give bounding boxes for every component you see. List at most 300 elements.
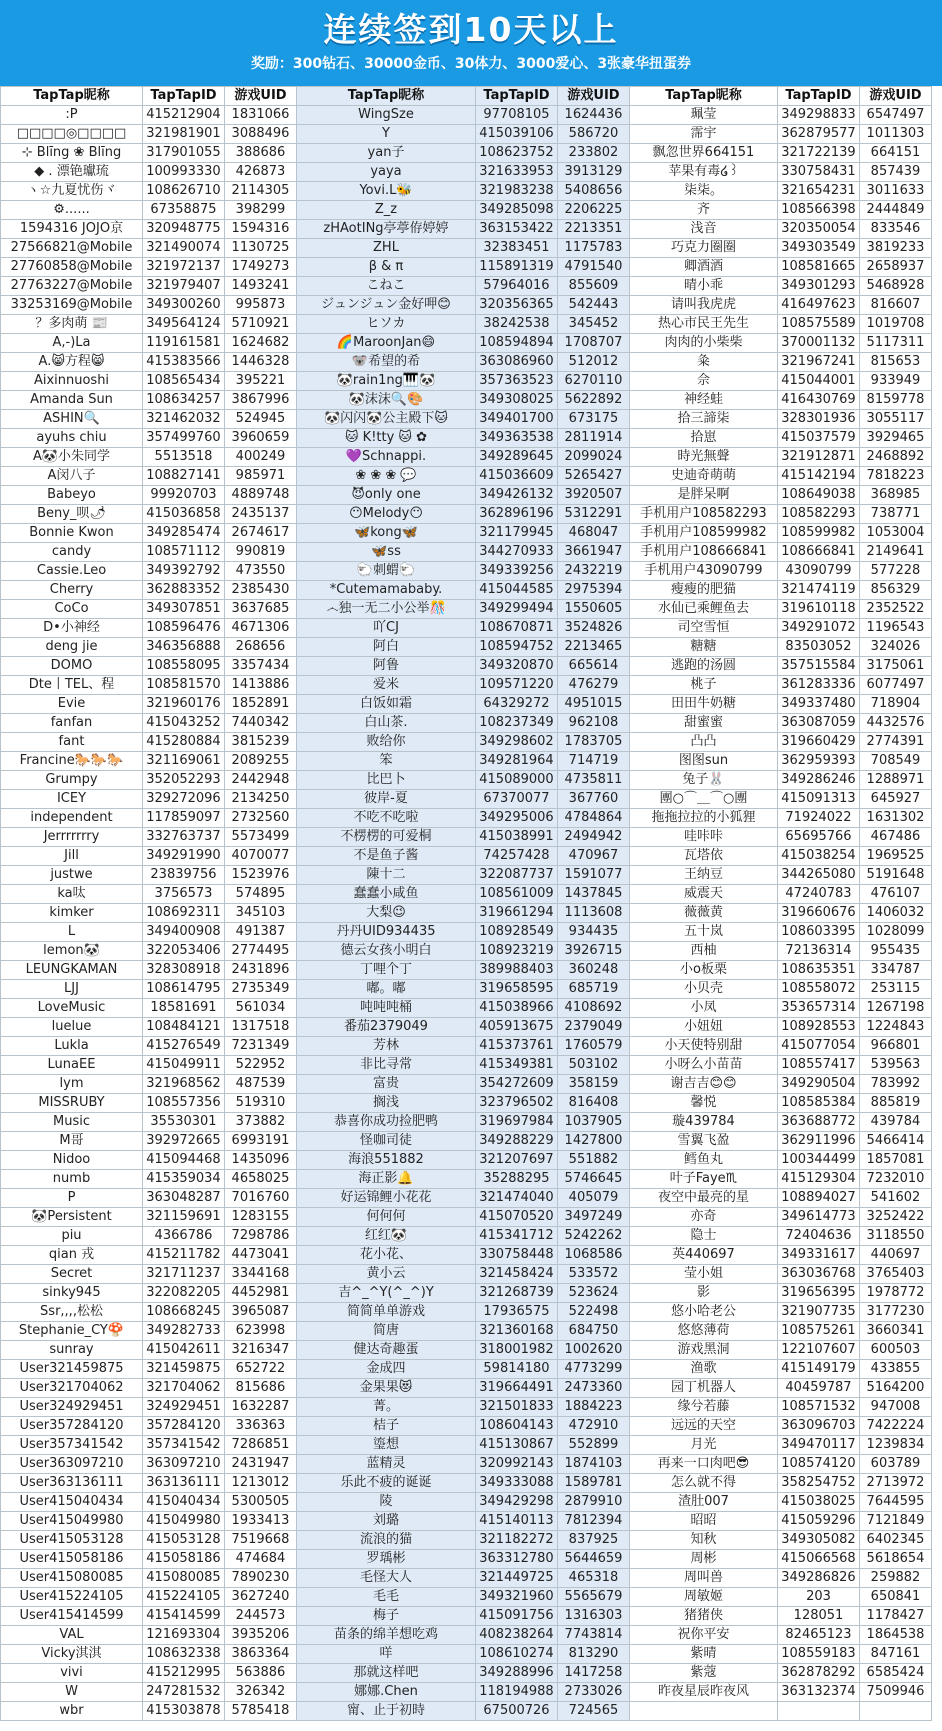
table-row: [1, 1436, 932, 1455]
cell-game-uid: 3637685: [225, 600, 297, 619]
cell-nickname: 糖糖: [630, 638, 778, 657]
cell-game-uid: 833546: [860, 220, 932, 239]
cell-game-uid: 990819: [225, 543, 297, 562]
cell-taptap-id: 357363523: [476, 372, 558, 391]
cell-nickname: LJJ: [1, 980, 143, 999]
cell-game-uid: 1933413: [225, 1512, 297, 1531]
cell-nickname: A🐼小朱同学: [1, 448, 143, 467]
cell-nickname: yaya: [297, 163, 476, 182]
cell-nickname: 浅音: [630, 220, 778, 239]
cell-game-uid: 684750: [558, 1322, 630, 1341]
cell-nickname: zHAotINg亭葶侟婷婷: [297, 220, 476, 239]
cell-taptap-id: 319656395: [778, 1284, 860, 1303]
cell-taptap-id: 349308025: [476, 391, 558, 410]
cell-game-uid: 1288971: [860, 771, 932, 790]
table-row: [1, 315, 932, 334]
cell-game-uid: 5164200: [860, 1379, 932, 1398]
cell-taptap-id: 108575589: [778, 315, 860, 334]
cell-taptap-id: 321159691: [143, 1208, 225, 1227]
cell-game-uid: 1523976: [225, 866, 297, 885]
cell-taptap-id: 108571112: [143, 543, 225, 562]
cell-game-uid: 603789: [860, 1455, 932, 1474]
cell-taptap-id: 321907735: [778, 1303, 860, 1322]
cell-nickname: lym: [1, 1075, 143, 1094]
cell-taptap-id: 415066568: [778, 1550, 860, 1569]
cell-nickname: wbr: [1, 1702, 143, 1721]
cell-taptap-id: 115891319: [476, 258, 558, 277]
cell-game-uid: 3867996: [225, 391, 297, 410]
cell-taptap-id: 321449725: [476, 1569, 558, 1588]
cell-game-uid: 503102: [558, 1056, 630, 1075]
cell-nickname: 图图sun: [630, 752, 778, 771]
cell-nickname: Vicky淇淇: [1, 1645, 143, 1664]
table-row: [1, 1493, 932, 1512]
cell-taptap-id: 363312780: [476, 1550, 558, 1569]
table-row: [1, 1417, 932, 1436]
cell-taptap-id: 108594752: [476, 638, 558, 657]
cell-nickname: 拖拖拉拉的小狐狸: [630, 809, 778, 828]
cell-taptap-id: 108484121: [143, 1018, 225, 1037]
cell-game-uid: 3088496: [225, 125, 297, 144]
cell-game-uid: 1019708: [860, 315, 932, 334]
cell-game-uid: 398299: [225, 201, 297, 220]
cell-taptap-id: 415129304: [778, 1170, 860, 1189]
cell-nickname: 咩: [297, 1645, 476, 1664]
cell-nickname: 再来一口肉吧😎: [630, 1455, 778, 1474]
cell-nickname: DOMO: [1, 657, 143, 676]
cell-nickname: Cherry: [1, 581, 143, 600]
cell-game-uid: 665614: [558, 657, 630, 676]
cell-game-uid: 815686: [225, 1379, 297, 1398]
cell-taptap-id: 108585384: [778, 1094, 860, 1113]
cell-nickname: 比巴卜: [297, 771, 476, 790]
cell-nickname: User415080085: [1, 1569, 143, 1588]
cell-nickname: 🐨希望的希: [297, 353, 476, 372]
cell-game-uid: 400249: [225, 448, 297, 467]
cell-game-uid: 405079: [558, 1189, 630, 1208]
cell-taptap-id: 415091313: [778, 790, 860, 809]
cell-nickname: 🌈MaroonJan😄: [297, 334, 476, 353]
cell-nickname: 昭昭: [630, 1512, 778, 1531]
cell-nickname: 33253169@Mobile: [1, 296, 143, 315]
cell-taptap-id: 349295006: [476, 809, 558, 828]
cell-taptap-id: 321182272: [476, 1531, 558, 1550]
cell-taptap-id: 108894027: [778, 1189, 860, 1208]
cell-game-uid: 5300505: [225, 1493, 297, 1512]
table-row: [1, 1626, 932, 1645]
cell-taptap-id: 320350054: [778, 220, 860, 239]
cell-game-uid: 1413886: [225, 676, 297, 695]
cell-game-uid: 5117311: [860, 334, 932, 353]
cell-nickname: A闵八子: [1, 467, 143, 486]
cell-taptap-id: 363688772: [778, 1113, 860, 1132]
cell-taptap-id: 349291990: [143, 847, 225, 866]
cell-game-uid: 1594316: [225, 220, 297, 239]
cell-nickname: 🐼rain1ng🎹🐼: [297, 372, 476, 391]
cell-game-uid: 468047: [558, 524, 630, 543]
cell-taptap-id: 363086960: [476, 353, 558, 372]
cell-game-uid: 4473041: [225, 1246, 297, 1265]
cell-taptap-id: 392972665: [143, 1132, 225, 1151]
table-row: [1, 201, 932, 220]
cell-game-uid: 522952: [225, 1056, 297, 1075]
cell-game-uid: 3935206: [225, 1626, 297, 1645]
cell-taptap-id: 349299494: [476, 600, 558, 619]
cell-game-uid: 3497249: [558, 1208, 630, 1227]
cell-taptap-id: 415359034: [143, 1170, 225, 1189]
cell-nickname: 27566821@Mobile: [1, 239, 143, 258]
cell-taptap-id: 415094468: [143, 1151, 225, 1170]
cell-game-uid: 3055117: [860, 410, 932, 429]
cell-taptap-id: 349470117: [778, 1436, 860, 1455]
cell-taptap-id: 108581570: [143, 676, 225, 695]
cell-game-uid: 360248: [558, 961, 630, 980]
cell-game-uid: 5785418: [225, 1702, 297, 1721]
cell-game-uid: 714719: [558, 752, 630, 771]
cell-game-uid: 1857081: [860, 1151, 932, 1170]
cell-taptap-id: 321654231: [778, 182, 860, 201]
table-row: [1, 1474, 932, 1493]
cell-nickname: LEUNGKAMAN: [1, 961, 143, 980]
cell-taptap-id: 346356888: [143, 638, 225, 657]
cell-taptap-id: 3756573: [143, 885, 225, 904]
cell-taptap-id: 18581691: [143, 999, 225, 1018]
cell-taptap-id: 349564124: [143, 315, 225, 334]
cell-game-uid: 1624682: [225, 334, 297, 353]
cell-game-uid: 847161: [860, 1645, 932, 1664]
cell-game-uid: 2431947: [225, 1455, 297, 1474]
cell-nickname: 笨: [297, 752, 476, 771]
cell-game-uid: 685719: [558, 980, 630, 999]
cell-taptap-id: 415059296: [778, 1512, 860, 1531]
cell-taptap-id: 321972137: [143, 258, 225, 277]
cell-nickname: 知秋: [630, 1531, 778, 1550]
cell-nickname: 卿酒酒: [630, 258, 778, 277]
cell-game-uid: 933949: [860, 372, 932, 391]
cell-game-uid: 855609: [558, 277, 630, 296]
cell-taptap-id: 321179945: [476, 524, 558, 543]
cell-taptap-id: 108923219: [476, 942, 558, 961]
cell-taptap-id: 415053128: [143, 1531, 225, 1550]
cell-nickname: 周敏姬: [630, 1588, 778, 1607]
table-row: [1, 1056, 932, 1075]
table-row: [1, 866, 932, 885]
table-row: [1, 904, 932, 923]
cell-nickname: 悠小哈老公: [630, 1303, 778, 1322]
cell-nickname: 😈only one: [297, 486, 476, 505]
cell-taptap-id: 322053406: [143, 942, 225, 961]
cell-nickname: 月光: [630, 1436, 778, 1455]
cell-nickname: 怎么就不得: [630, 1474, 778, 1493]
table-row: [1, 144, 932, 163]
cell-game-uid: 2468892: [860, 448, 932, 467]
header-banner: [0, 0, 942, 86]
cell-taptap-id: 109571220: [476, 676, 558, 695]
cell-taptap-id: 72136314: [778, 942, 860, 961]
cell-game-uid: 650841: [860, 1588, 932, 1607]
page-title: 连续签到10天以上: [323, 10, 619, 49]
cell-nickname: yan子: [297, 144, 476, 163]
cell-game-uid: 4452981: [225, 1284, 297, 1303]
cell-taptap-id: 108237349: [476, 714, 558, 733]
cell-nickname: lemon🐼: [1, 942, 143, 961]
cell-game-uid: 1011303: [860, 125, 932, 144]
cell-game-uid: 2442948: [225, 771, 297, 790]
table-row: [1, 980, 932, 999]
cell-game-uid: 1178427: [860, 1607, 932, 1626]
cell-nickname: qian 戎: [1, 1246, 143, 1265]
cell-taptap-id: 415212904: [143, 106, 225, 125]
cell-game-uid: 1589781: [558, 1474, 630, 1493]
cell-taptap-id: 320356365: [476, 296, 558, 315]
cell-nickname: 败给你: [297, 733, 476, 752]
cell-game-uid: 2494942: [558, 828, 630, 847]
cell-taptap-id: 349298602: [476, 733, 558, 752]
cell-game-uid: 1437845: [558, 885, 630, 904]
cell-taptap-id: 321268739: [476, 1284, 558, 1303]
col-header-game-uid: 游戏UID: [225, 87, 297, 106]
cell-taptap-id: 108557356: [143, 1094, 225, 1113]
cell-nickname: VAL: [1, 1626, 143, 1645]
cell-taptap-id: 363096703: [778, 1417, 860, 1436]
table-row: [1, 695, 932, 714]
cell-taptap-id: 38242538: [476, 315, 558, 334]
cell-nickname: User324929451: [1, 1398, 143, 1417]
cell-game-uid: 2713972: [860, 1474, 932, 1493]
cell-taptap-id: 100344499: [778, 1151, 860, 1170]
cell-nickname: 花小花、: [297, 1246, 476, 1265]
cell-nickname: Yovi.L🐝: [297, 182, 476, 201]
cell-game-uid: 4889748: [225, 486, 297, 505]
cell-taptap-id: 349298833: [778, 106, 860, 125]
cell-nickname: ⊹ Blīng ❀ Blīng: [1, 144, 143, 163]
cell-taptap-id: 363153422: [476, 220, 558, 239]
table-row: [1, 239, 932, 258]
cell-game-uid: 4671306: [225, 619, 297, 638]
cell-nickname: 海正影🔔: [297, 1170, 476, 1189]
cell-taptap-id: 323796502: [476, 1094, 558, 1113]
cell-taptap-id: 322082205: [143, 1284, 225, 1303]
cell-game-uid: 4658025: [225, 1170, 297, 1189]
cell-taptap-id: 415038254: [778, 847, 860, 866]
cell-nickname: M哥: [1, 1132, 143, 1151]
cell-game-uid: 2114305: [225, 182, 297, 201]
cell-taptap-id: 43090799: [778, 562, 860, 581]
cell-game-uid: 3863364: [225, 1645, 297, 1664]
cell-nickname: WingSze: [297, 106, 476, 125]
cell-taptap-id: 415142194: [778, 467, 860, 486]
cell-taptap-id: 352052293: [143, 771, 225, 790]
cell-taptap-id: 128051: [778, 1607, 860, 1626]
cell-game-uid: 1283155: [225, 1208, 297, 1227]
cell-nickname: 瑬想: [297, 1436, 476, 1455]
cell-taptap-id: 363036768: [778, 1265, 860, 1284]
cell-game-uid: 5746645: [558, 1170, 630, 1189]
table-row: [1, 372, 932, 391]
cell-taptap-id: 349331617: [778, 1246, 860, 1265]
cell-game-uid: 3344168: [225, 1265, 297, 1284]
cell-nickname: 凸凸: [630, 733, 778, 752]
cell-taptap-id: 108594894: [476, 334, 558, 353]
cell-nickname: independent: [1, 809, 143, 828]
cell-game-uid: 4784864: [558, 809, 630, 828]
cell-taptap-id: 108610274: [476, 1645, 558, 1664]
cell-taptap-id: 415080085: [143, 1569, 225, 1588]
cell-taptap-id: 415042611: [143, 1341, 225, 1360]
cell-taptap-id: 108928553: [778, 1018, 860, 1037]
cell-nickname: 海浪551882: [297, 1151, 476, 1170]
cell-nickname: ෴独一无二小公举🎊: [297, 600, 476, 619]
cell-taptap-id: 362959393: [778, 752, 860, 771]
cell-nickname: 小贝壳: [630, 980, 778, 999]
cell-nickname: Amanda Sun: [1, 391, 143, 410]
cell-taptap-id: 321474119: [778, 581, 860, 600]
table-row: [1, 619, 932, 638]
cell-nickname: ZHL: [297, 239, 476, 258]
table-row: [1, 942, 932, 961]
cell-nickname: Bonnie Kwon: [1, 524, 143, 543]
cell-game-uid: 3815239: [225, 733, 297, 752]
cell-taptap-id: 408238264: [476, 1626, 558, 1645]
cell-game-uid: 995873: [225, 296, 297, 315]
cell-game-uid: 4773299: [558, 1360, 630, 1379]
col-header-nickname: TapTap昵称: [1, 87, 143, 106]
cell-nickname: W: [1, 1683, 143, 1702]
cell-taptap-id: 415276549: [143, 1037, 225, 1056]
cell-nickname: 桃子: [630, 676, 778, 695]
cell-taptap-id: 415043252: [143, 714, 225, 733]
cell-nickname: 五十岚: [630, 923, 778, 942]
cell-game-uid: 6547497: [860, 106, 932, 125]
cell-game-uid: 1002620: [558, 1341, 630, 1360]
table-row: [1, 429, 932, 448]
table-row: [1, 714, 932, 733]
table-row: [1, 106, 932, 125]
cell-game-uid: 577228: [860, 562, 932, 581]
cell-taptap-id: 67500726: [476, 1702, 558, 1721]
cell-nickname: 黄小云: [297, 1265, 476, 1284]
cell-game-uid: 652722: [225, 1360, 297, 1379]
cell-game-uid: 1213012: [225, 1474, 297, 1493]
cell-game-uid: 574895: [225, 885, 297, 904]
cell-nickname: Jill: [1, 847, 143, 866]
cell-taptap-id: 67358875: [143, 201, 225, 220]
cell-game-uid: [860, 1702, 932, 1721]
cell-nickname: ◆ . 漂铯瓛琉: [1, 163, 143, 182]
cell-game-uid: 5265427: [558, 467, 630, 486]
cell-nickname: Z_z: [297, 201, 476, 220]
cell-game-uid: 1267198: [860, 999, 932, 1018]
cell-nickname: 简唐: [297, 1322, 476, 1341]
cell-game-uid: 5644659: [558, 1550, 630, 1569]
cell-game-uid: 487539: [225, 1075, 297, 1094]
table-row: [1, 505, 932, 524]
table-row: [1, 163, 932, 182]
cell-nickname: 吨吨吨桶: [297, 999, 476, 1018]
cell-game-uid: 1978772: [860, 1284, 932, 1303]
cell-nickname: 飘忽世界664151: [630, 144, 778, 163]
cell-game-uid: 3118550: [860, 1227, 932, 1246]
cell-nickname: fanfan: [1, 714, 143, 733]
cell-taptap-id: 328301936: [778, 410, 860, 429]
cell-taptap-id: 320992143: [476, 1455, 558, 1474]
cell-game-uid: 6270110: [558, 372, 630, 391]
cell-taptap-id: 415037579: [778, 429, 860, 448]
cell-taptap-id: 108827141: [143, 467, 225, 486]
cell-taptap-id: 349286246: [778, 771, 860, 790]
table-row: [1, 1645, 932, 1664]
cell-taptap-id: 319697984: [476, 1113, 558, 1132]
cell-game-uid: 708549: [860, 752, 932, 771]
table-row: [1, 1455, 932, 1474]
table-row: [1, 1550, 932, 1569]
cell-game-uid: 1113608: [558, 904, 630, 923]
cell-nickname: 27763227@Mobile: [1, 277, 143, 296]
cell-taptap-id: 321360168: [476, 1322, 558, 1341]
cell-game-uid: 2379049: [558, 1018, 630, 1037]
cell-nickname: vivi: [1, 1664, 143, 1683]
cell-game-uid: 3216347: [225, 1341, 297, 1360]
cell-nickname: 阿白: [297, 638, 476, 657]
cell-taptap-id: 362883352: [143, 581, 225, 600]
cell-game-uid: 5622892: [558, 391, 630, 410]
cell-nickname: 刘璐: [297, 1512, 476, 1531]
cell-nickname: 薇薇黄: [630, 904, 778, 923]
table-row: [1, 1360, 932, 1379]
cell-game-uid: 345452: [558, 315, 630, 334]
cell-taptap-id: 47240783: [778, 885, 860, 904]
cell-taptap-id: 349291072: [778, 619, 860, 638]
cell-game-uid: 1550605: [558, 600, 630, 619]
cell-nickname: 手机用户108666841: [630, 543, 778, 562]
cell-nickname: 番茄2379049: [297, 1018, 476, 1037]
cell-taptap-id: 349301293: [778, 277, 860, 296]
cell-game-uid: 1037905: [558, 1113, 630, 1132]
cell-game-uid: 7818223: [860, 467, 932, 486]
cell-nickname: ヽ☆九夏忧伤ヾ: [1, 182, 143, 201]
cell-game-uid: 5312291: [558, 505, 630, 524]
cell-nickname: 流浪的猫: [297, 1531, 476, 1550]
cell-taptap-id: 319658595: [476, 980, 558, 999]
cell-taptap-id: 108566398: [778, 201, 860, 220]
cell-game-uid: 724565: [558, 1702, 630, 1721]
cell-taptap-id: 370001132: [778, 334, 860, 353]
cell-nickname: 佘: [630, 372, 778, 391]
cell-game-uid: 2733026: [558, 1683, 630, 1702]
cell-taptap-id: 108559183: [778, 1645, 860, 1664]
cell-nickname: 齐: [630, 201, 778, 220]
cell-nickname: 🐼Persistent: [1, 1208, 143, 1227]
cell-taptap-id: 362878292: [778, 1664, 860, 1683]
table-row: [1, 220, 932, 239]
cell-nickname: 大梨😉: [297, 904, 476, 923]
cell-game-uid: 367760: [558, 790, 630, 809]
cell-nickname: 芳林: [297, 1037, 476, 1056]
cell-game-uid: 6402345: [860, 1531, 932, 1550]
table-row: [1, 486, 932, 505]
cell-taptap-id: 108623752: [476, 144, 558, 163]
cell-nickname: 水仙已乘鲤鱼去: [630, 600, 778, 619]
cell-taptap-id: 415130867: [476, 1436, 558, 1455]
cell-taptap-id: 358254752: [778, 1474, 860, 1493]
table-row: [1, 771, 932, 790]
cell-nickname: 璇439784: [630, 1113, 778, 1132]
cell-nickname: 陳十二: [297, 866, 476, 885]
cell-taptap-id: 415383566: [143, 353, 225, 372]
col-header-taptap-id: TapTapID: [476, 87, 558, 106]
cell-nickname: ASHIN🔍: [1, 410, 143, 429]
table-row: [1, 1569, 932, 1588]
